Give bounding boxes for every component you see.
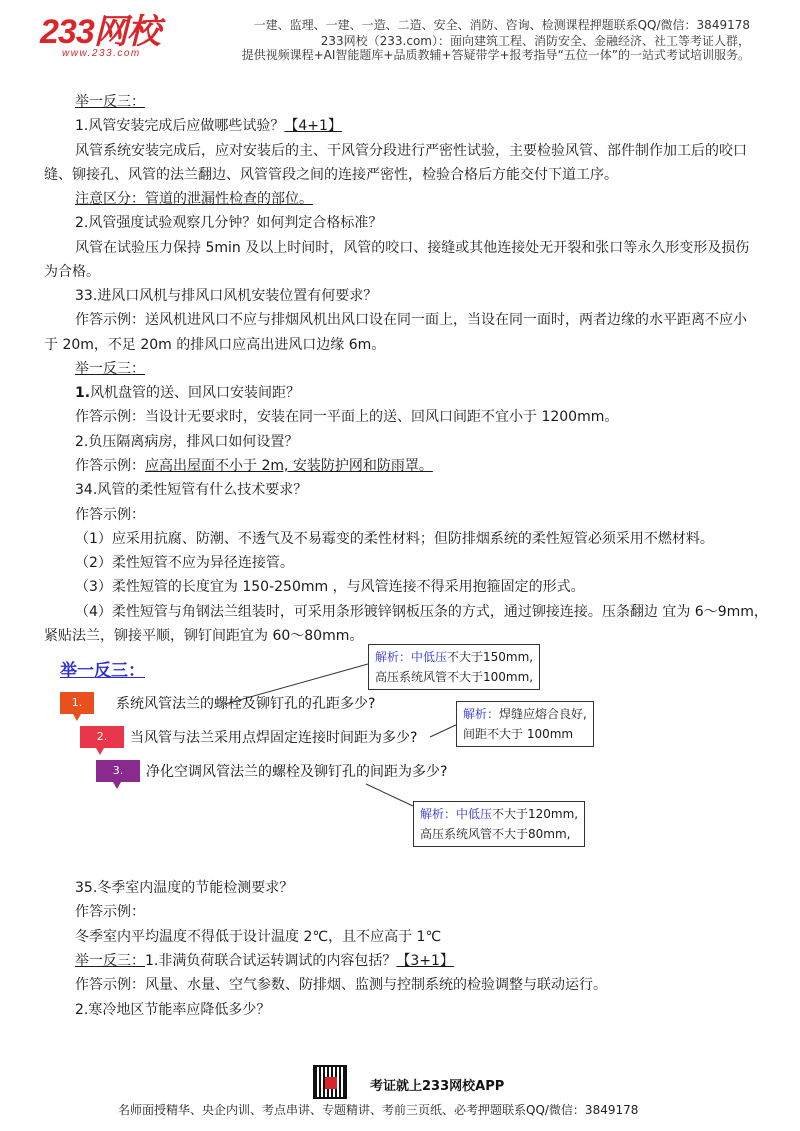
answer-text: 作答示例：风量、水量、空气参数、防排烟、监测与控制系统的检验调整与联动运行。 [75, 977, 607, 993]
arrow-down-icon [73, 714, 81, 721]
answer-text: 于 20m，不足 20m 的排风口应高出进风口边缘 6m。 [44, 337, 386, 353]
logo-url: www.233.com [62, 48, 141, 59]
diagram-question: 系统风管法兰的螺栓及铆钉孔的孔距多少? [116, 696, 376, 712]
answer-text: 为合格。 [44, 264, 100, 280]
logo-text: 233网校 [40, 13, 160, 51]
connector-line [430, 724, 458, 737]
callout-text: 不大于150mm, [447, 650, 534, 664]
question-text: 2.寒冷地区节能率应降低多少？ [75, 1002, 271, 1018]
section-heading: 举一反三： [75, 94, 145, 110]
section-heading: 举一反三： [75, 953, 145, 969]
callout-text: 不大于120mm, [492, 807, 579, 821]
callout-text: 间距不大于 100mm [463, 727, 574, 741]
callout-line [420, 804, 578, 824]
answer-callout [456, 701, 594, 747]
question-number: 1. [75, 385, 91, 401]
question-text: 35.冬季室内温度的节能检测要求？ [75, 880, 294, 896]
item-number-badge: 2. [80, 726, 124, 748]
answer-item: （3）柔性短管的长度宜为 150-250mm ，与风管连接不得采用抱箍固定的形式。 [75, 579, 585, 595]
question-text: 2.风管强度试验观察几分钟？如何判定合格标准？ [75, 215, 383, 231]
answer-callout [368, 644, 540, 690]
callout-text: 焊缝应熔合良好, [499, 707, 587, 721]
header-services-line: 提供视频课程+AI智能题库+品质教辅+答疑带学+报考指导“五位一体”的一站式考试培训服务。 [241, 48, 750, 62]
question-label: 风机盘管的送、回风口安装间距？ [90, 385, 301, 401]
footer-app-promo: 考证就上233网校APP [370, 1079, 505, 1094]
header-contact-line: 一建、监理、一建、一造、二造、安全、消防、咨询、检测课程押题联系QQ/微信：3849178 [253, 18, 750, 32]
callout-label: 解析：中低压 [375, 650, 448, 664]
footer-contact-line: 名师面授精华、央企内训、考点串讲、专题精讲、考前三页纸、必考押题联系QQ/微信：3849178 [118, 1103, 639, 1117]
callout-text: 高压系统风管不大于100mm, [375, 670, 534, 684]
diagram-title: 举一反三： [60, 661, 145, 681]
answer-label: 作答示例： [75, 904, 145, 920]
answer-callout [413, 801, 585, 847]
answer-text: 作答示例：送风机进风口不应与排烟风机出风口设在同一面上，当设在同一面时，两者边缘的水平距离不应小 [75, 312, 747, 328]
callout-text: 高压系统风管不大于80mm, [420, 827, 571, 841]
question-text: 2.负压隔离病房，排风口如何设置？ [75, 434, 299, 450]
question-text: 33.进风口风机与排风口风机安装位置有何要求？ [75, 288, 378, 304]
answer-text: 缝、铆接孔、风管的法兰翻边、风管管段之间的连接严密性，检验合格后方能交付下道工序。 [44, 167, 618, 183]
answer-text: 作答示例：当设计无要求时，安装在同一平面上的送、回风口间距不宜小于 1200mm。 [75, 409, 619, 425]
item-number-badge: 3. [96, 760, 140, 782]
question-tag: 【4+1】 [284, 118, 342, 134]
note-text: 注意区分：管道的泄漏性检查的部位。 [75, 191, 313, 207]
callout-label: 解析：中低压 [420, 807, 493, 821]
answer-text: 风管系统安装完成后，应对安装后的主、干风管分段进行严密性试验，主要检验风管、部件制作加工后的咬口 [75, 143, 747, 159]
callout-label: 解析： [463, 707, 500, 721]
answer-item: （2）柔性短管不应为异径连接管。 [75, 555, 294, 571]
item-number-badge: 1. [60, 692, 94, 714]
diagram-question: 当风管与法兰采用点焊固定连接时间距为多少? [130, 730, 418, 746]
answer-text: 风管在试验压力保持 5min 及以上时间时，风管的咬口、接缝或其他连接处无开裂和张口等永久形变形及损伤 [75, 240, 750, 256]
answer-item: （4）柔性短管与角钢法兰组装时，可采用条形镀锌钢板压条的方式，通过铆接连接。压条翻边 宜为 6～9mm， [75, 604, 768, 620]
callout-line [375, 647, 533, 667]
answer-item: 紧贴法兰，铆接平顺，铆钉间距宜为 60～80mm。 [44, 628, 364, 644]
section-heading: 举一反三： [75, 361, 145, 377]
connector-line [366, 784, 413, 806]
answer-label: 作答示例： [75, 458, 145, 474]
qr-logo-icon [325, 1077, 337, 1089]
question-text [75, 951, 454, 971]
question-tag: 【3+1】 [396, 953, 454, 969]
question-label: 1.风管安装完成后应做哪些试验？ [75, 118, 285, 134]
answer-item: （1）应采用抗腐、防潮、不透气及不易霉变的柔性材料；但防排烟系统的柔性短管必须采用不燃材料。 [75, 531, 714, 547]
answer-text: 冬季室内平均温度不得低于设计温度 2℃，且不应高于 1℃ [75, 929, 442, 945]
diagram-question: 净化空调风管法兰的螺栓及铆钉孔的间距为多少? [146, 764, 448, 780]
answer-value: 应高出屋面不小于 2m, 安装防护网和防雨罩。 [145, 458, 433, 474]
header-intro-line: 233网校（233.com）：面向建筑工程、消防安全、金融经济、社工等考证人群， [320, 34, 750, 48]
callout-line [463, 704, 587, 724]
answer-label: 作答示例： [75, 507, 145, 523]
question-label: 1.非满负荷联合试运转调试的内容包括？ [145, 953, 397, 969]
question-text: 34.风管的柔性短管有什么技术要求？ [75, 482, 308, 498]
arrow-down-icon [96, 748, 104, 755]
arrow-down-icon [113, 782, 121, 789]
